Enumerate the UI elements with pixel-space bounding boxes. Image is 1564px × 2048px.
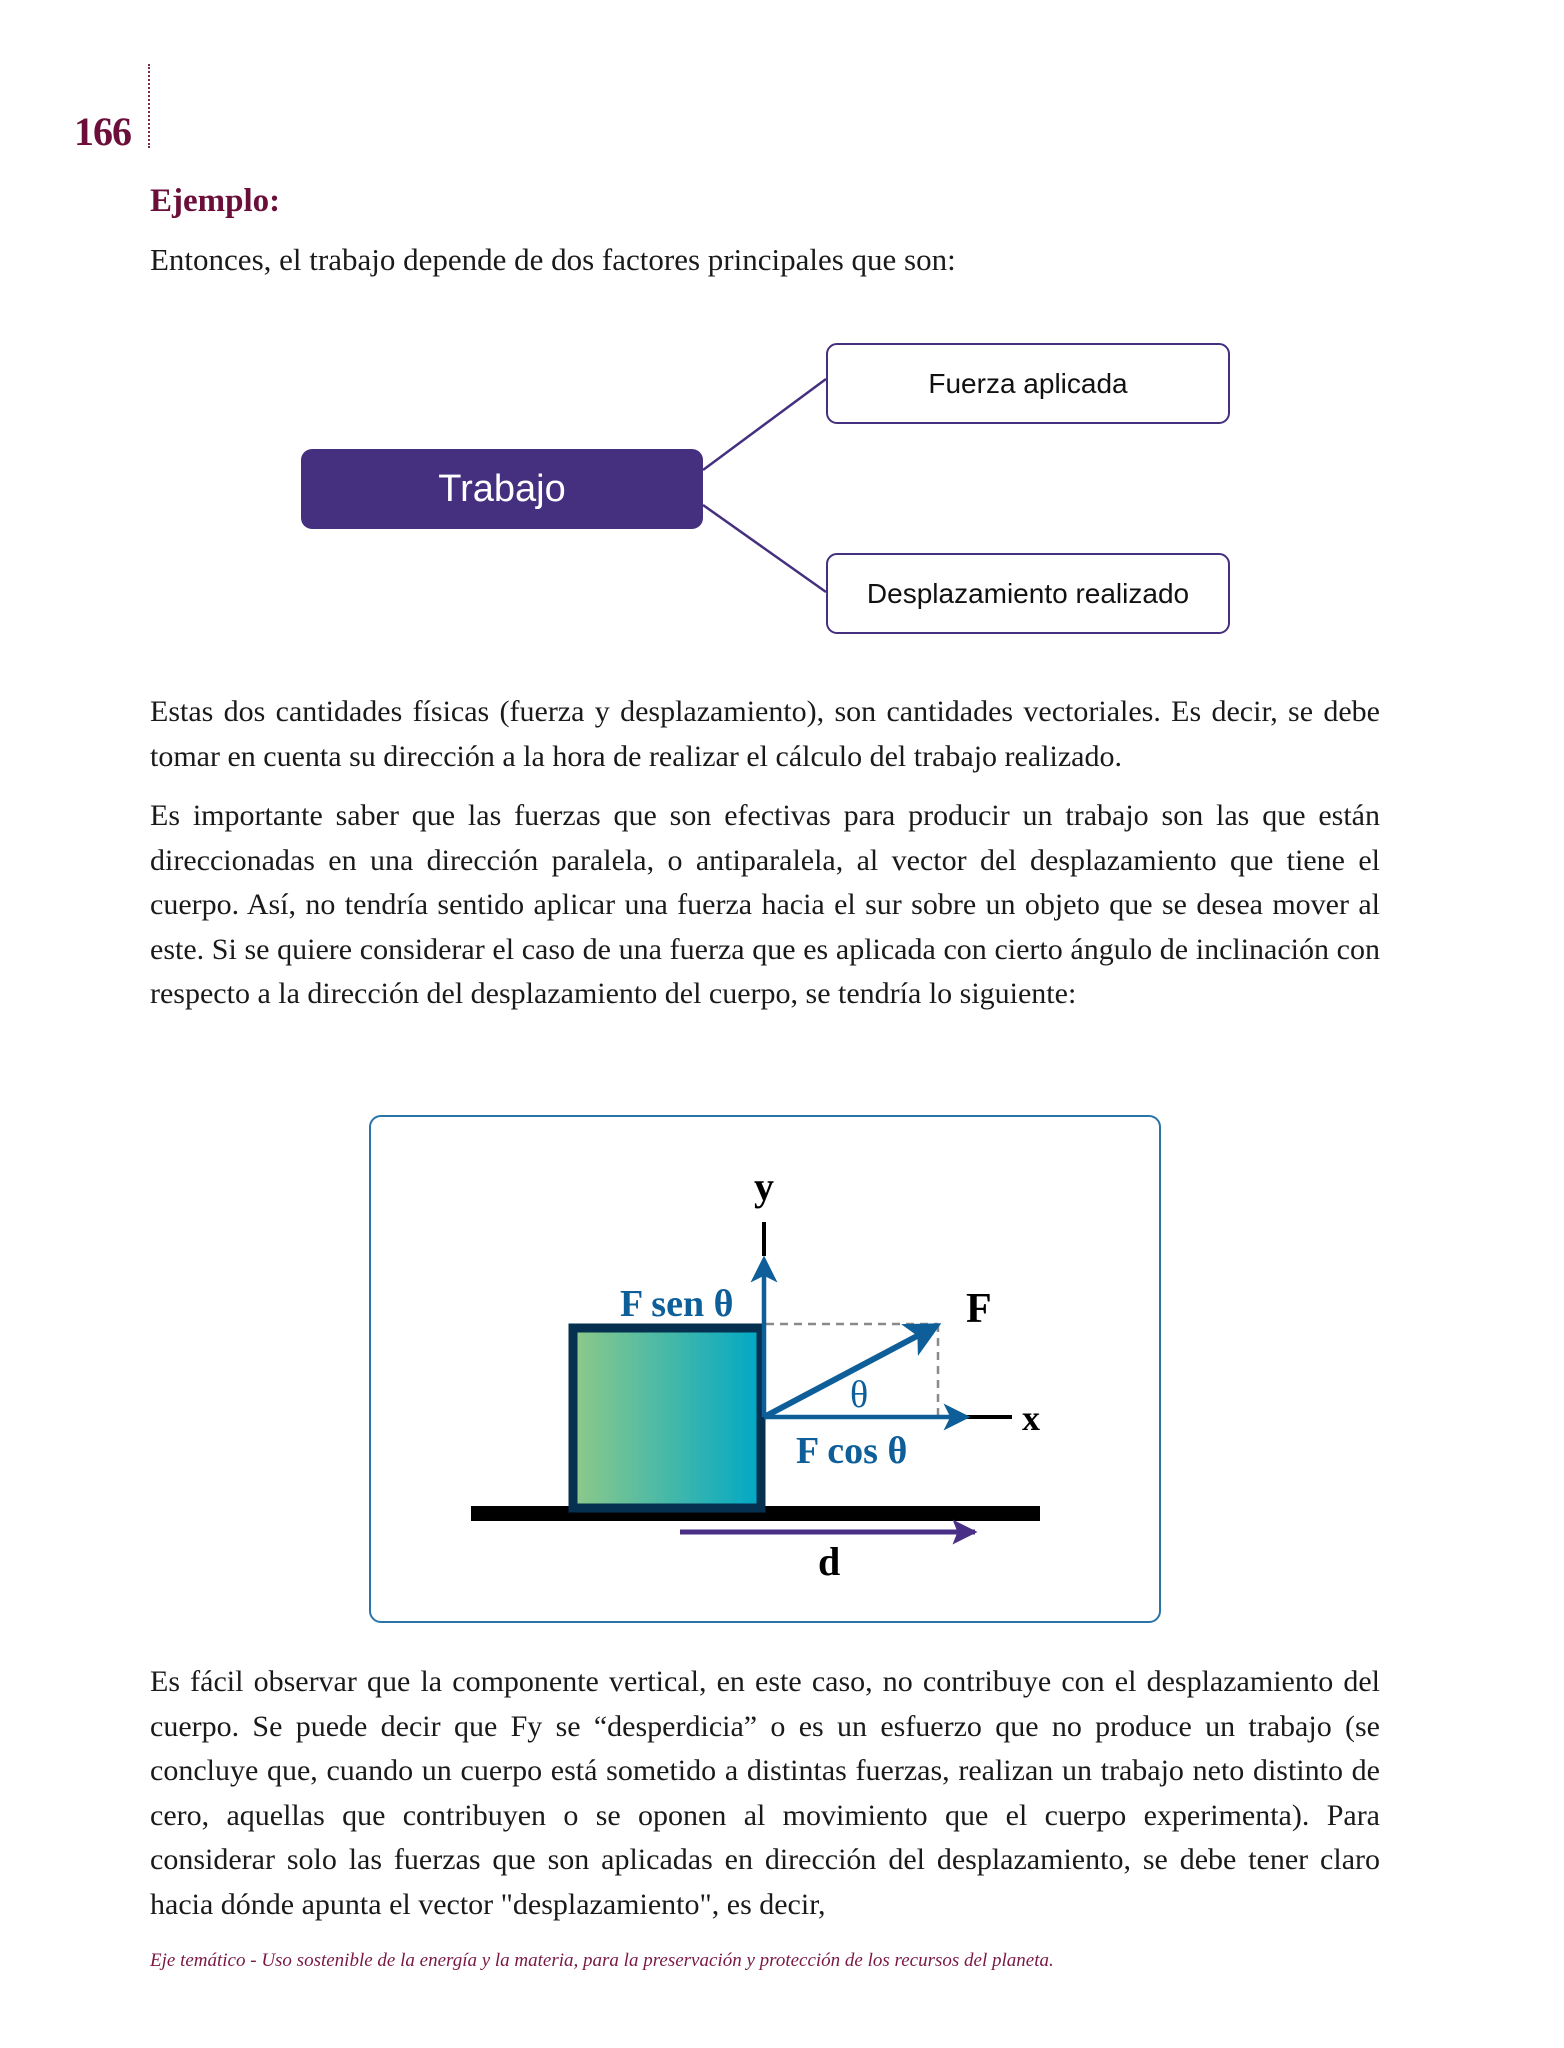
- displacement-label: d: [818, 1539, 841, 1584]
- paragraph: Es fácil observar que la componente vertical, en este caso, no contribuye con el desplazamiento del cuerpo. Se puede decir que Fy se “desperdicia” o es un esfuerzo que no produce un trabajo (se concluye que, cuando un cuerpo está sometido a distintas fuerzas, realizan un trabajo neto distinto de cero, aquellas que contribuyen o se oponen al movimiento que el cuerpo experimenta). Para considerar solo las fuerzas que son aplicadas en dirección del desplazamiento, se debe tener claro hacia dónde apunta el vector "desplazamiento", es decir,: [150, 1665, 1380, 1921]
- section-heading: Ejemplo:: [150, 183, 281, 219]
- intro-text: Entonces, el trabajo depende de dos factores principales que son:: [150, 242, 956, 277]
- concept-root-label: Trabajo: [438, 467, 566, 510]
- block: [573, 1328, 761, 1508]
- page-number: 166: [74, 109, 131, 154]
- concept-child-label: Fuerza aplicada: [928, 367, 1128, 399]
- angle-label: θ: [850, 1374, 869, 1416]
- x-axis-label: x: [1022, 1398, 1040, 1438]
- horizontal-component-label: F cos θ: [796, 1430, 908, 1472]
- paragraph: Es importante saber que las fuerzas que son efectivas para producir un trabajo son las que están direccionadas en una dirección paralela, o antiparalela, al vector del desplazamiento que tiene el cuerpo. Así, no tendría sentido aplicar una fuerza hacia el sur sobre un objeto que se desea mover al este. Si se quiere considerar el caso de una fuerza que es aplicada con cierto ángulo de inclinación con respecto a la dirección del desplazamiento del cuerpo, se tendría lo siguiente:: [150, 799, 1380, 1010]
- concept-child-label: Desplazamiento realizado: [866, 577, 1190, 609]
- paragraph: Estas dos cantidades físicas (fuerza y desplazamiento), son cantidades vectoriales. Es decir, se debe tomar en cuenta su dirección a la hora de realizar el cálculo del trabajo realizado.: [150, 695, 1380, 773]
- y-axis-label: y: [754, 1164, 774, 1209]
- footer-theme: Eje temático - Uso sostenible de la energía y la materia, para la preservación y protección de los recursos del planeta.: [150, 1950, 1054, 1971]
- force-label: F: [966, 1286, 992, 1332]
- vertical-component-label: F sen θ: [620, 1283, 734, 1325]
